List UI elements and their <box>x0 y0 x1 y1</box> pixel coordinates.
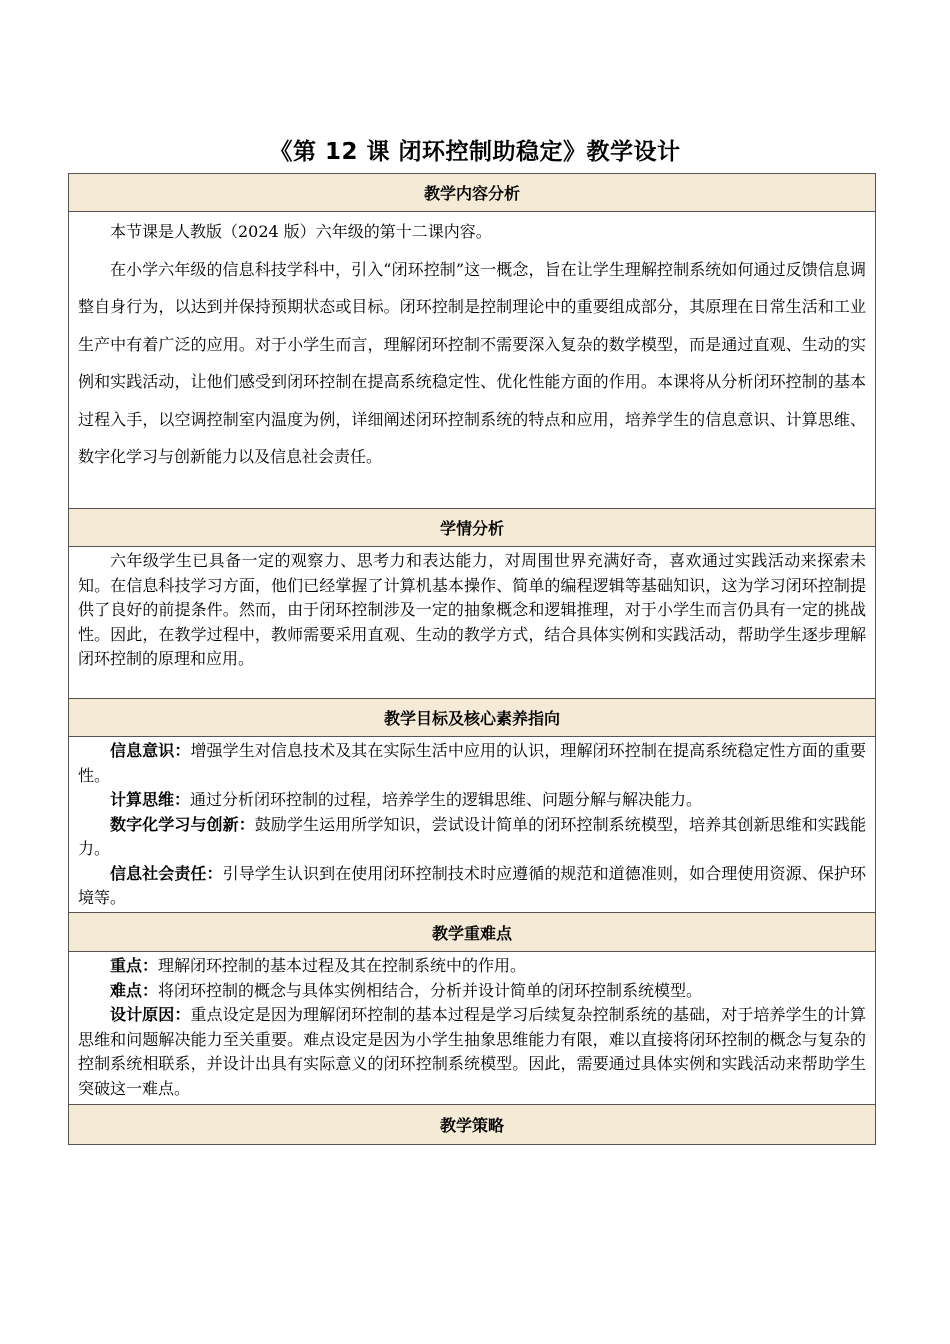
key-point-label: 重点： <box>110 956 159 975</box>
objective-item <box>78 862 866 911</box>
objective-text: 通过分析闭环控制的过程，培养学生的逻辑思维、问题分解与解决能力。 <box>190 790 703 809</box>
section-heading-content-analysis: 教学内容分析 <box>69 174 876 212</box>
objective-item <box>78 739 866 788</box>
content-analysis-paragraph-2: 在小学六年级的信息科技学科中，引入“闭环控制”这一概念，旨在让学生理解控制系统如何通过反馈信息调整自身行为，以达到并保持预期状态或目标。闭环控制是控制理论中的重要组成部分，其原理在日常生活和工业生产中有着广泛的应用。对于小学生而言，理解闭环控制不需要深入复杂的数学模型，而是通过直观、生动的实例和实践活动，让他们感受到闭环控制在提高系统稳定性、优化性能方面的作用。本课将从分析闭环控制的基本过程入手，以空调控制室内温度为例，详细阐述闭环控制系统的特点和应用，培养学生的信息意识、计算思维、数字化学习与创新能力以及信息社会责任。 <box>78 259 866 466</box>
key-point-text: 将闭环控制的概念与具体实例相结合，分析并设计简单的闭环控制系统模型。 <box>158 980 703 1000</box>
objective-item <box>78 788 866 813</box>
document-title: 《第 12 课 闭环控制助稳定》教学设计 <box>269 139 681 165</box>
lesson-design-table <box>68 173 876 1145</box>
objective-text: 增强学生对信息技术及其在实际生活中应用的认识，理解闭环控制在提高系统稳定性方面的重要性。 <box>78 741 866 785</box>
key-points-body <box>69 952 876 1105</box>
section-heading-objectives: 教学目标及核心素养指向 <box>69 699 876 737</box>
key-point-text: 理解闭环控制的基本过程及其在控制系统中的作用。 <box>158 956 527 975</box>
key-point-label: 难点： <box>110 980 159 1000</box>
key-point-item <box>78 979 866 1004</box>
student-analysis-body <box>69 547 876 699</box>
objective-item <box>78 813 866 862</box>
objective-label: 计算思维： <box>110 790 191 809</box>
key-point-item <box>78 1003 866 1101</box>
section-heading-strategy: 教学策略 <box>69 1105 876 1145</box>
objectives-body <box>69 737 876 913</box>
content-analysis-paragraph-1: 本节课是人教版（2024 版）六年级的第十二课内容。 <box>110 222 492 241</box>
key-point-item <box>78 954 866 979</box>
key-point-text: 重点设定是因为理解闭环控制的基本过程是学习后续复杂控制系统的基础，对于培养学生的计算思维和问题解决能力至关重要。难点设定是因为小学生抽象思维能力有限，难以直接将闭环控制的概念与复杂的控制系统相联系，并设计出具有实际意义的闭环控制系统模型。因此，需要通过具体实例和实践活动来帮助学生突破这一难点。 <box>78 1005 866 1098</box>
key-point-label: 设计原因： <box>110 1005 191 1024</box>
objective-label: 信息意识： <box>110 741 191 760</box>
objective-label: 信息社会责任： <box>110 863 223 883</box>
section-heading-student-analysis: 学情分析 <box>69 509 876 547</box>
student-analysis-paragraph: 六年级学生已具备一定的观察力、思考力和表达能力，对周围世界充满好奇，喜欢通过实践活动来探索未知。在信息科技学习方面，他们已经掌握了计算机基本操作、简单的编程逻辑等基础知识，这为学习闭环控制提供了良好的前提条件。然而，由于闭环控制涉及一定的抽象概念和逻辑推理，对于小学生而言仍具有一定的挑战性。因此，在教学过程中，教师需要采用直观、生动的教学方式，结合具体实例和实践活动，帮助学生逐步理解闭环控制的原理和应用。 <box>78 551 866 668</box>
objective-label: 数字化学习与创新： <box>110 814 255 834</box>
content-analysis-body <box>69 212 876 509</box>
section-heading-key-points: 教学重难点 <box>69 913 876 952</box>
objective-text: 引导学生认识到在使用闭环控制技术时应遵循的规范和道德准则，如合理使用资源、保护环境等。 <box>78 863 866 907</box>
objective-text: 鼓励学生运用所学知识，尝试设计简单的闭环控制系统模型，培养其创新思维和实践能力。 <box>78 814 866 858</box>
